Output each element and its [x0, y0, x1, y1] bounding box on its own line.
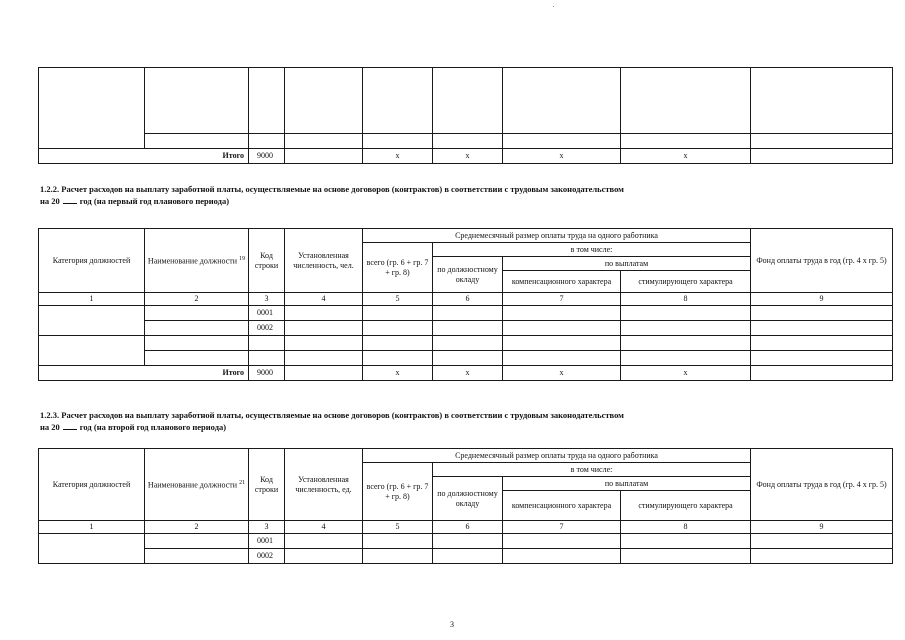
header-code: Код строки: [249, 229, 285, 293]
section-heading-1-2-3: [40, 409, 624, 433]
table-row: [39, 134, 893, 149]
header-including: в том числе:: [433, 463, 751, 477]
x-mark: x: [433, 366, 503, 381]
column-number-row: [39, 521, 893, 534]
total-row: [39, 149, 893, 164]
header-compensation: компенсационного характера: [503, 491, 621, 521]
col-number: 8: [621, 293, 751, 306]
col-number: 2: [145, 521, 249, 534]
col-number: 1: [39, 521, 145, 534]
section-heading-1-2-2: [40, 183, 624, 207]
header-category: Категория должностей: [39, 449, 145, 521]
x-mark: x: [363, 366, 433, 381]
row-code: 0001: [249, 306, 285, 321]
header-name: Наименование должности $^{21}$: [145, 449, 249, 521]
col-number: 1: [39, 293, 145, 306]
col-number: 6: [433, 521, 503, 534]
section-title: 1.2.3. Расчет расходов на выплату заработной платы, осуществляемые на основе договоров (контрактов) в соответствии с трудовым законодательством: [40, 410, 624, 420]
header-avg-salary: Среднемесячный размер оплаты труда на одного работника: [363, 449, 751, 463]
x-mark: x: [433, 149, 503, 164]
year-blank: [63, 421, 77, 430]
header-avg-salary: Среднемесячный размер оплаты труда на одного работника: [363, 229, 751, 243]
section-subtitle: на 20 год (на второй год планового периода): [40, 422, 227, 432]
column-number-row: [39, 293, 893, 306]
header-by-salary: по должностному окладу: [433, 257, 503, 293]
header-total: всего (гр. 6 + гр. 7 + гр. 8): [363, 243, 433, 293]
header-incentive: стимулирующего характера: [621, 271, 751, 293]
table-row: [39, 549, 893, 564]
table-row: [39, 321, 893, 336]
header-total: всего (гр. 6 + гр. 7 + гр. 8): [363, 463, 433, 521]
header-by-payments: по выплатам: [503, 257, 751, 271]
row-code: 0002: [249, 549, 285, 564]
table-row: [39, 351, 893, 366]
x-mark: x: [503, 149, 621, 164]
col-number: 9: [751, 521, 893, 534]
header-including: в том числе:: [433, 243, 751, 257]
col-number: 3: [249, 521, 285, 534]
col-number: 4: [285, 293, 363, 306]
header-incentive: стимулирующего характера: [621, 491, 751, 521]
table-row: [39, 306, 893, 321]
x-mark: x: [363, 149, 433, 164]
total-code: 9000: [249, 366, 285, 381]
header-name: Наименование должности $^{19}$: [145, 229, 249, 293]
col-number: 7: [503, 293, 621, 306]
footnote-ref: 19: [239, 256, 246, 263]
col-number: 6: [433, 293, 503, 306]
year-blank: [63, 195, 77, 204]
section-subtitle: на 20 год (на первый год планового периода): [40, 196, 230, 206]
header-category: Категория должностей: [39, 229, 145, 293]
col-number: 8: [621, 521, 751, 534]
header-count: Установленная численность, чел.: [285, 229, 363, 293]
col-number: 2: [145, 293, 249, 306]
col-number: 4: [285, 521, 363, 534]
row-code: 0002: [249, 321, 285, 336]
salary-table-1-2-3: [38, 448, 893, 564]
header-code: Код строки: [249, 449, 285, 521]
col-number: 7: [503, 521, 621, 534]
total-code: 9000: [249, 149, 285, 164]
total-row: [39, 366, 893, 381]
salary-table-1-2-2: [38, 228, 893, 381]
total-label: Итого: [39, 366, 249, 381]
header-fund: Фонд оплаты труда в год (гр. 4 х гр. 5): [751, 449, 893, 521]
x-mark: x: [621, 366, 751, 381]
header-by-payments: по выплатам: [503, 477, 751, 491]
col-number: 5: [363, 293, 433, 306]
x-mark: x: [621, 149, 751, 164]
footnote-ref: 21: [239, 480, 246, 487]
header-row: [39, 229, 893, 243]
page-number: 3: [450, 620, 454, 629]
header-fund: Фонд оплаты труда в год (гр. 4 х гр. 5): [751, 229, 893, 293]
section-title: 1.2.2. Расчет расходов на выплату заработной платы, осуществляемые на основе договоров (контрактов) в соответствии с трудовым законодательством: [40, 184, 624, 194]
table-row: [39, 336, 893, 351]
header-compensation: компенсационного характера: [503, 271, 621, 293]
total-label: Итого: [39, 149, 249, 164]
scan-speck: [553, 6, 554, 7]
top-table-fragment: [38, 67, 893, 164]
col-number: 9: [751, 293, 893, 306]
header-row: [39, 449, 893, 463]
x-mark: x: [503, 366, 621, 381]
header-by-salary: по должностному окладу: [433, 477, 503, 521]
table-row: [39, 534, 893, 549]
row-code: 0001: [249, 534, 285, 549]
col-number: 5: [363, 521, 433, 534]
col-number: 3: [249, 293, 285, 306]
table-row: [39, 68, 893, 134]
header-count: Установленная численность, ед.: [285, 449, 363, 521]
